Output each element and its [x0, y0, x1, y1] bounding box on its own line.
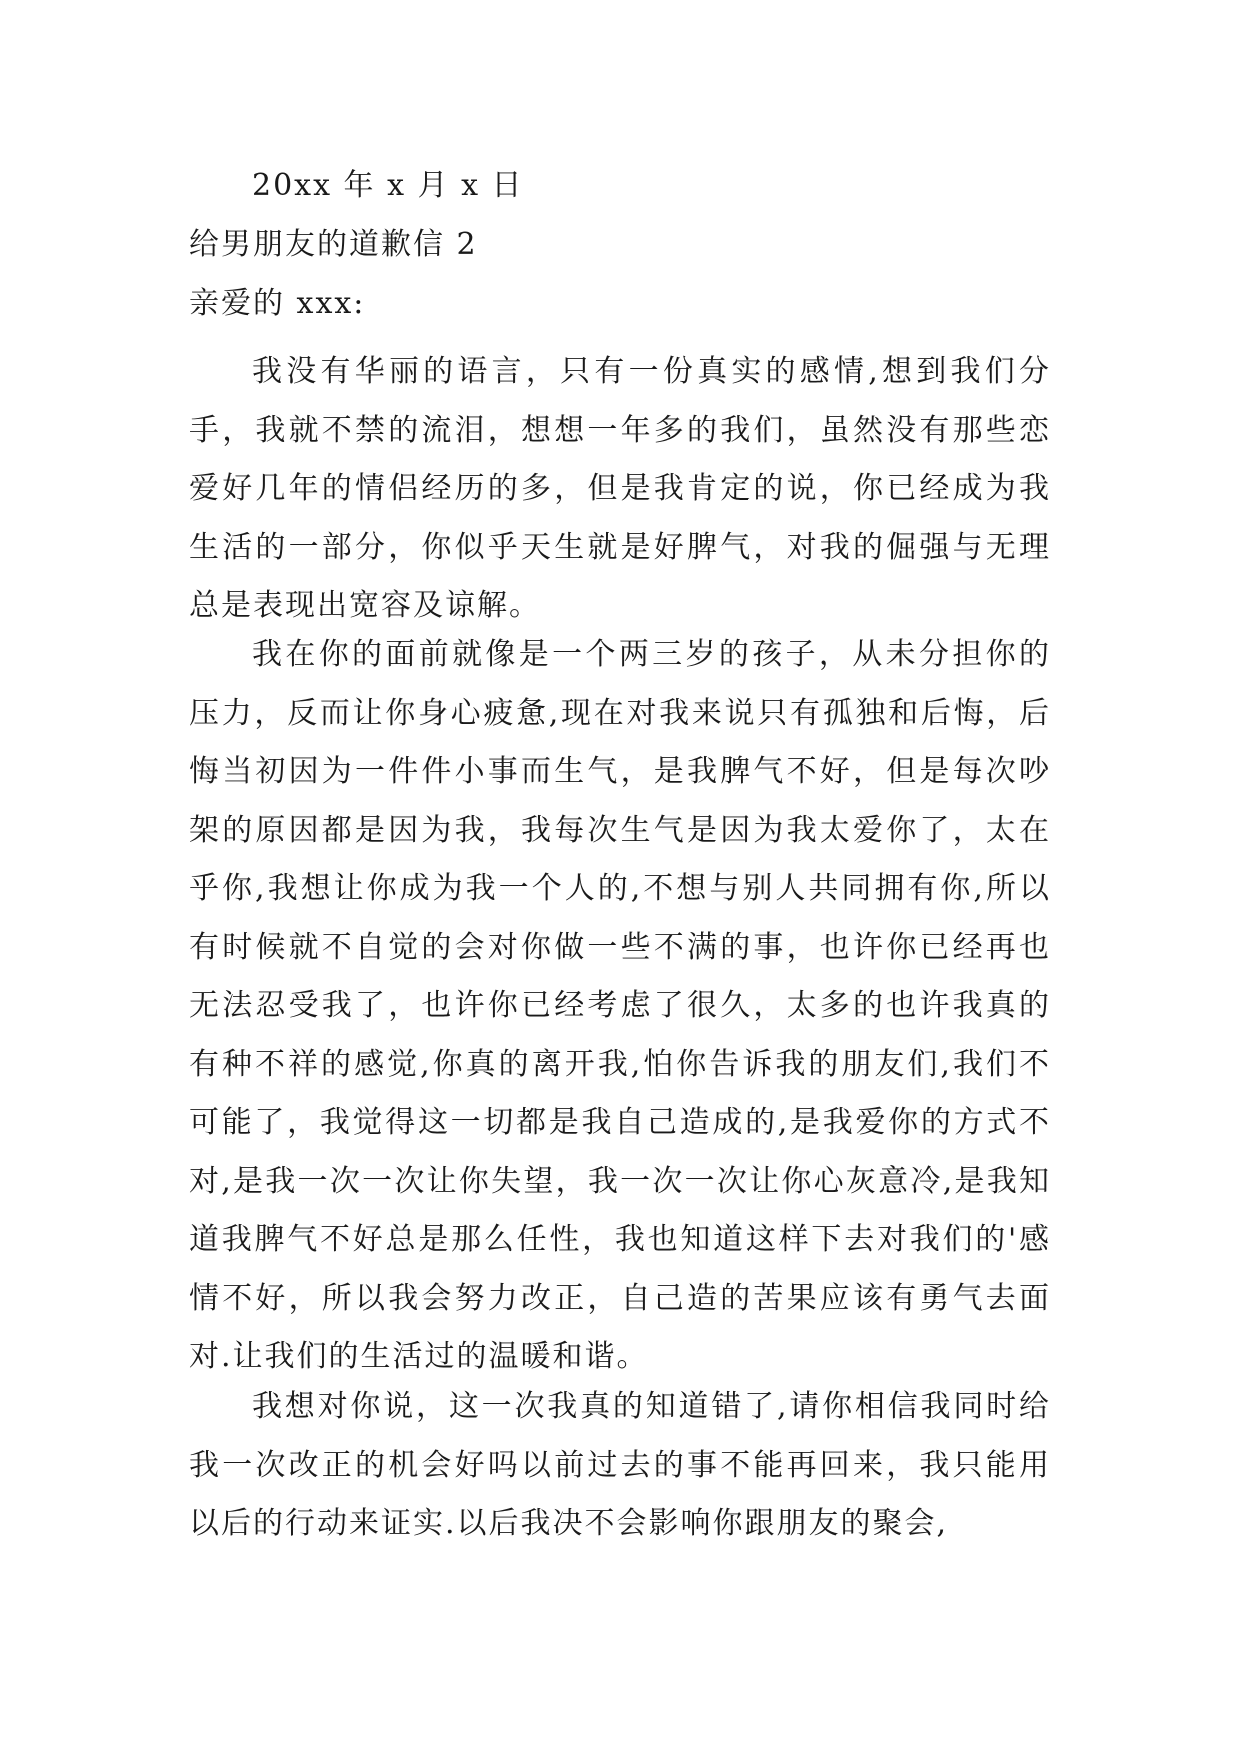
- letter-title: 给男朋友的道歉信 2: [189, 227, 478, 262]
- letter-paragraph-3: 我想对你说，这一次我真的知道错了,请你相信我同时给我一次改正的机会好吗以前过去的事不能再回来，我只能用以后的行动来证实.以后我决不会影响你跟朋友的聚会,: [189, 1389, 1051, 1541]
- letter-greeting: 亲爱的 xxx:: [189, 286, 366, 321]
- letter-date: 20xx 年 x 月 x 日: [252, 168, 524, 203]
- letter-paragraph-2: 我在你的面前就像是一个两三岁的孩子，从未分担你的压力，反而让你身心疲惫,现在对我来说只有孤独和后悔，后悔当初因为一件件小事而生气，是我脾气不好，但是每次吵架的原因都是因为我，我每次生气是因为我太爱你了，太在乎你,我想让你成为我一个人的,不想与别人共同拥有你,所以有时候就不自觉的会对你做一些不满的事，也许你已经再也无法忍受我了，也许你已经考虑了很久，太多的也许我真的有种不祥的感觉,你真的离开我,怕你告诉我的朋友们,我们不可能了，我觉得这一切都是我自己造成的,是我爱你的方式不对,是我一次一次让你失望，我一次一次让你心灰意冷,是我知道我脾气不好总是那么任性，我也知道这样下去对我们的'感情不好，所以我会努力改正，自己造的苦果应该有勇气去面对.让我们的生活过的温暖和谐。: [189, 637, 1051, 1374]
- letter-paragraph-1: 我没有华丽的语言，只有一份真实的感情,想到我们分手，我就不禁的流泪，想想一年多的我们，虽然没有那些恋爱好几年的情侣经历的多，但是我肯定的说，你已经成为我生活的一部分，你似乎天生就是好脾气，对我的倔强与无理总是表现出宽容及谅解。: [189, 354, 1051, 623]
